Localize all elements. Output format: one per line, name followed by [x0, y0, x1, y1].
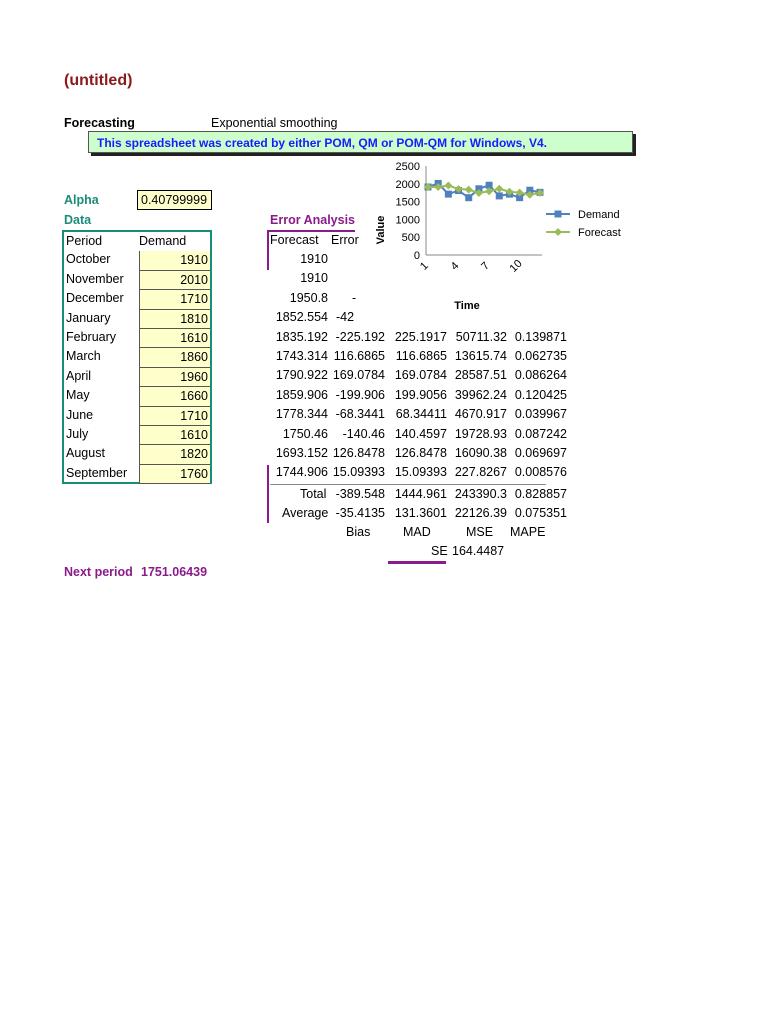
y-tick-label: 500	[401, 232, 420, 245]
forecast-cell: 1693.152	[275, 446, 328, 460]
data-row	[64, 290, 210, 309]
x-tick-label: 4	[448, 259, 462, 273]
period-cell: March	[66, 349, 101, 364]
demand-cell[interactable]: 1710	[139, 407, 210, 426]
mad-label: MAD	[403, 525, 431, 539]
x-axis-label: Time	[454, 300, 480, 312]
y-tick-label: 1500	[395, 196, 420, 209]
pct-error-cell: 0.087242	[514, 426, 567, 441]
mse-label: MSE	[466, 525, 494, 539]
data-table-header	[64, 232, 210, 251]
period-cell: October	[66, 252, 111, 267]
forecast-cell: 1744.906	[275, 465, 328, 480]
demand-cell[interactable]: 1820	[139, 445, 210, 464]
x-tick-label: 10	[507, 257, 525, 275]
abs-error-cell: 140.4597	[394, 426, 447, 441]
error-cell: 126.8478	[332, 446, 385, 460]
error-cell: 116.6865	[333, 349, 385, 363]
period-cell: June	[66, 407, 94, 422]
error-cell: -	[352, 290, 357, 305]
forecast-cell: 1950.8	[289, 290, 328, 305]
average-sq: 22126.39	[454, 506, 507, 520]
error-section-border-line	[267, 230, 355, 232]
data-label: Data	[64, 213, 92, 227]
forecast-cell: 1859.906	[275, 387, 328, 402]
data-row	[64, 348, 210, 367]
sq-error-cell: 4670.917	[454, 407, 507, 422]
period-cell: July	[66, 427, 89, 441]
period-header: Period	[66, 234, 103, 248]
sq-error-cell: 16090.38	[454, 446, 507, 460]
period-cell: February	[66, 330, 117, 344]
error-cell: 15.09393	[332, 465, 385, 480]
pct-error-cell: 0.069697	[514, 446, 567, 460]
forecast-point	[465, 186, 473, 194]
data-row	[64, 426, 210, 445]
forecast-cell: 1790.922	[275, 368, 328, 383]
sq-error-cell: 13615.74	[454, 349, 507, 363]
y-tick-label: 1000	[395, 214, 420, 227]
demand-point	[445, 191, 452, 198]
total-label: Total	[300, 487, 327, 501]
error-cell: 169.0784	[332, 368, 385, 383]
method-label: Exponential smoothing	[211, 116, 338, 130]
forecast-cell: 1910	[300, 271, 328, 286]
abs-error-cell: 225.1917	[394, 329, 447, 344]
se-value: 164.4487	[452, 544, 505, 558]
abs-error-cell: 126.8478	[394, 446, 447, 460]
abs-error-cell: 199.9056	[394, 387, 447, 402]
total-pct: 0.828857	[514, 487, 567, 501]
y-tick-label: 2000	[395, 178, 420, 191]
demand-point	[465, 194, 472, 201]
average-error: -35.4135	[335, 506, 385, 520]
mape-label: MAPE	[510, 525, 546, 539]
period-cell: November	[66, 271, 124, 286]
forecast-cell: 1778.344	[275, 407, 328, 422]
y-axis-label: Value	[375, 215, 387, 245]
demand-cell[interactable]: 1610	[139, 426, 210, 445]
period-cell: December	[66, 291, 124, 306]
alpha-input[interactable]: 0.40799999	[137, 190, 212, 210]
next-period-label: Next period	[64, 565, 133, 579]
sheet-title: (untitled)	[64, 72, 133, 89]
se-underline	[388, 561, 446, 564]
demand-cell[interactable]: 1860	[139, 348, 210, 367]
error-analysis-label: Error Analysis	[270, 213, 355, 227]
period-cell: January	[66, 310, 111, 325]
forecast-cell: 1750.46	[282, 426, 328, 441]
period-cell: August	[66, 446, 105, 461]
next-period-value: 1751.06439	[141, 565, 208, 579]
period-cell: April	[66, 368, 92, 383]
demand-cell[interactable]: 1760	[139, 465, 210, 484]
average-abs: 131.3601	[394, 506, 447, 520]
period-cell: May	[66, 388, 90, 403]
data-row	[64, 251, 210, 270]
data-row	[64, 368, 210, 387]
legend-marker	[554, 228, 562, 236]
forecast-point	[444, 182, 452, 190]
demand-cell[interactable]: 1610	[139, 329, 210, 348]
legend-label: Forecast	[578, 227, 621, 239]
error-cell: -140.46	[342, 426, 385, 441]
pct-error-cell: 0.139871	[514, 329, 567, 344]
x-tick-label: 7	[479, 259, 492, 273]
data-row	[64, 445, 210, 464]
demand-cell[interactable]: 1710	[139, 290, 210, 309]
error-header: Error	[331, 233, 359, 247]
pct-error-cell: 0.062735	[514, 349, 567, 363]
pct-error-cell: 0.008576	[514, 465, 567, 480]
pct-error-cell: 0.086264	[514, 368, 567, 383]
se-label: SE	[431, 544, 448, 558]
demand-cell[interactable]: 2010	[139, 271, 210, 290]
forecast-header: Forecast	[270, 233, 319, 247]
error-cell: -225.192	[335, 329, 385, 344]
error-cell: -42	[336, 310, 355, 325]
demand-header: Demand	[139, 234, 187, 248]
data-table	[62, 230, 212, 484]
total-separator	[270, 484, 546, 485]
data-row	[64, 387, 210, 406]
bias-label: Bias	[346, 525, 371, 539]
legend-label: Demand	[578, 209, 620, 221]
average-pct: 0.075351	[514, 506, 567, 520]
alpha-label: Alpha	[64, 193, 99, 207]
total-error: -389.548	[335, 487, 385, 501]
data-row	[64, 310, 210, 329]
error-cell: -199.906	[335, 387, 385, 402]
data-row	[64, 407, 210, 426]
pct-error-cell: 0.120425	[514, 387, 567, 402]
info-banner: This spreadsheet was created by either POM, QM or POM-QM for Windows, V4.	[88, 131, 633, 153]
data-row	[64, 271, 210, 290]
demand-cell[interactable]: 1960	[139, 368, 210, 387]
total-abs: 1444.961	[394, 487, 447, 501]
abs-error-cell: 169.0784	[394, 368, 447, 383]
y-tick-label: 2500	[395, 161, 420, 173]
demand-cell[interactable]: 1660	[139, 387, 210, 406]
period-cell: September	[66, 465, 128, 480]
data-row	[64, 329, 210, 348]
forecasting-label: Forecasting	[64, 116, 135, 130]
demand-point	[496, 192, 503, 199]
forecast-cell: 1743.314	[275, 349, 328, 363]
total-sq: 243390.3	[454, 487, 507, 501]
forecast-cell: 1835.192	[275, 329, 328, 344]
abs-error-cell: 68.34411	[395, 407, 447, 422]
pct-error-cell: 0.039967	[514, 407, 567, 422]
sq-error-cell: 28587.51	[454, 368, 507, 383]
sq-error-cell: 39962.24	[454, 387, 507, 402]
forecast-cell: 1852.554	[275, 310, 328, 325]
average-label: Average	[282, 506, 329, 520]
forecast-cell: 1910	[300, 252, 328, 266]
data-row	[64, 465, 210, 484]
demand-cell[interactable]: 1810	[139, 310, 210, 329]
y-tick-label: 0	[413, 250, 420, 262]
forecast-chart	[360, 158, 650, 318]
sq-error-cell: 50711.32	[455, 329, 507, 344]
sq-error-cell: 19728.93	[454, 426, 507, 441]
abs-error-cell: 15.09393	[394, 465, 447, 480]
sq-error-cell: 227.8267	[454, 465, 507, 480]
legend-marker	[555, 211, 562, 218]
demand-cell[interactable]: 1910	[139, 251, 210, 270]
x-tick-label: 1	[418, 259, 431, 273]
abs-error-cell: 116.6865	[395, 349, 447, 363]
error-cell: -68.3441	[335, 407, 385, 422]
